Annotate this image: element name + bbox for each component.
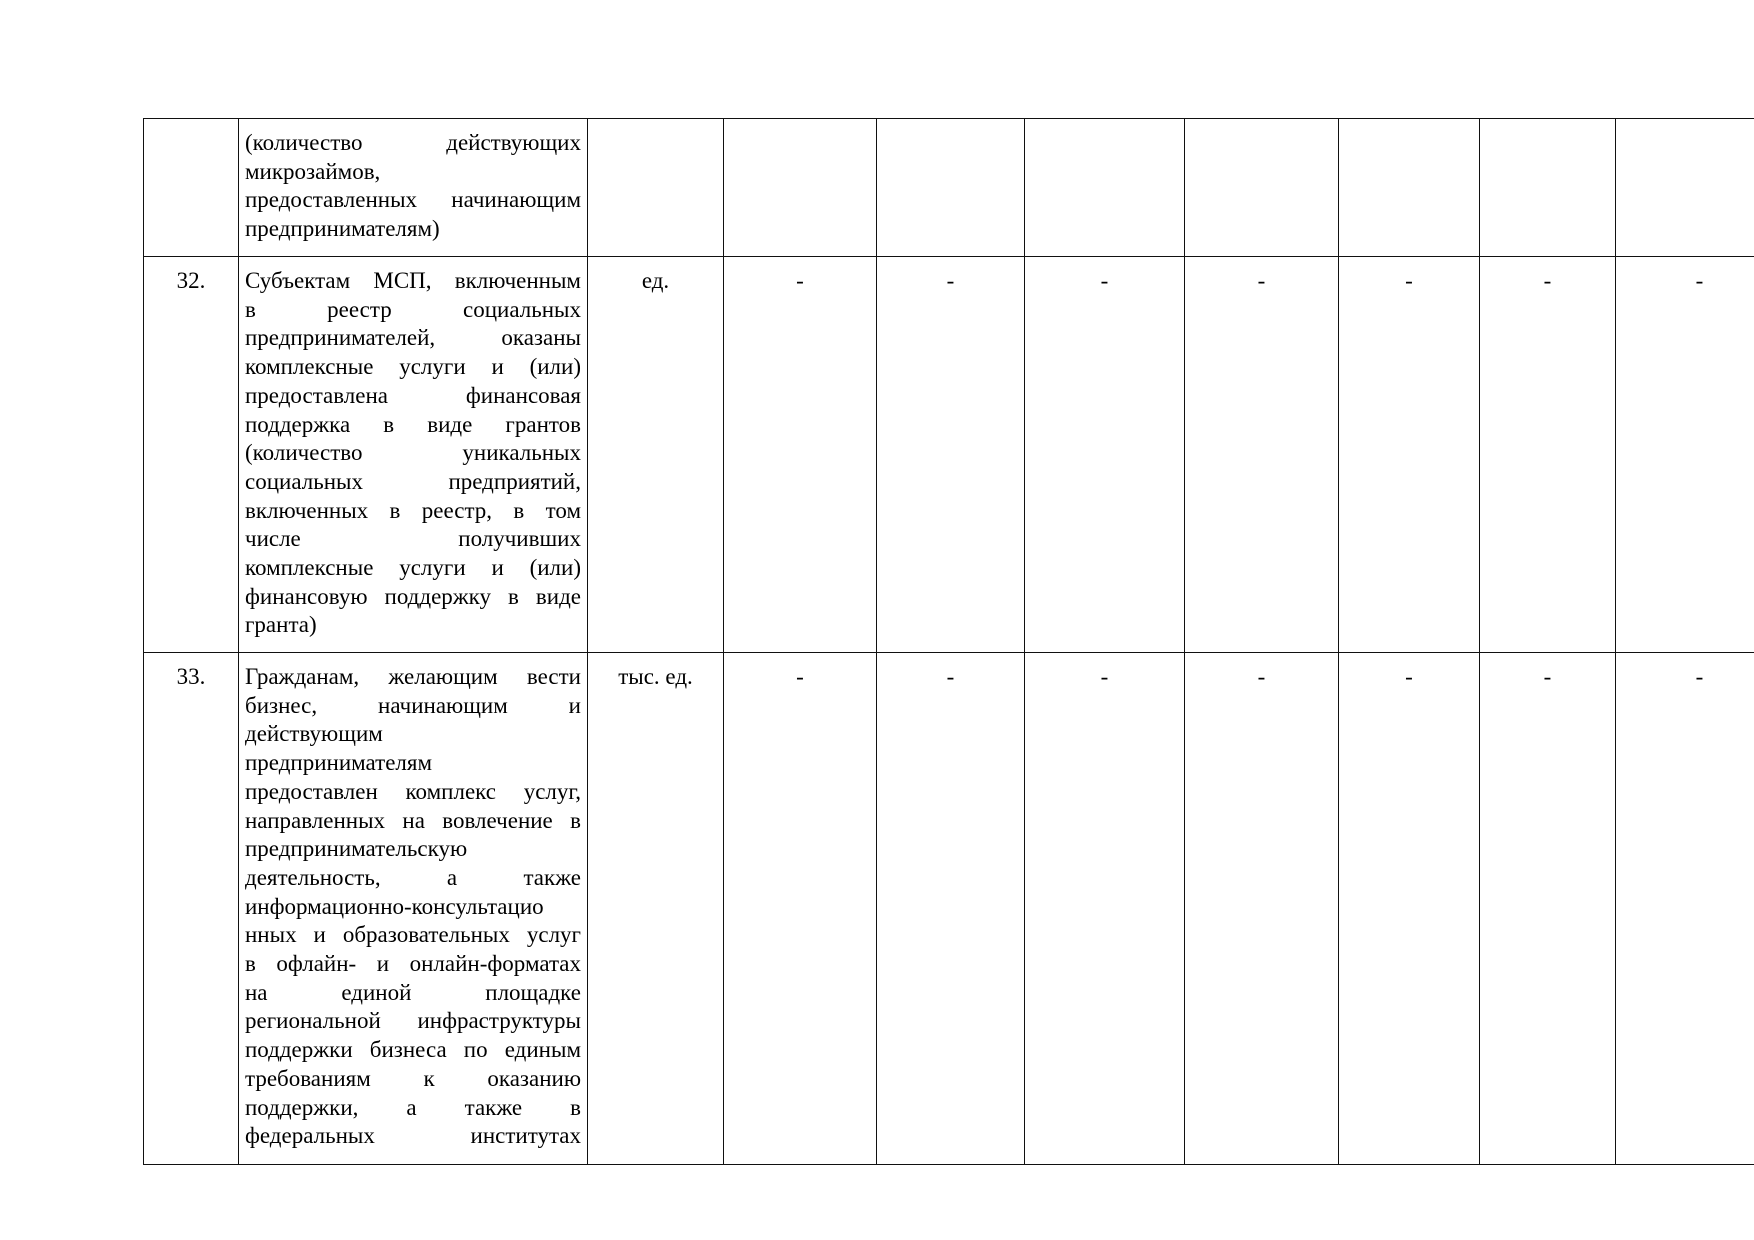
indicator-name-line: предпринимателям: [245, 750, 433, 776]
indicator-name-line: действующим: [245, 721, 383, 747]
indicator-name-line: числе получивших: [245, 526, 581, 552]
indicator-name-line: поддержки бизнеса по единым: [245, 1037, 581, 1063]
indicator-name-line: (количество уникальных: [245, 440, 581, 466]
value-cell: -: [1025, 653, 1185, 1165]
indicator-name-line: поддержка в виде грантов: [245, 411, 581, 437]
indicator-name-line: нных и образовательных услуг: [245, 922, 581, 948]
indicator-name-line: поддержки, а также в: [245, 1094, 581, 1120]
indicator-name-line: предоставлена финансовая: [245, 382, 581, 408]
indicator-name-line: в реестр социальных: [245, 296, 581, 322]
indicator-name-line: информационно-консультацио: [245, 893, 544, 919]
value-cell: -: [1480, 257, 1616, 653]
value-cell: -: [1339, 257, 1480, 653]
indicators-table: [143, 118, 1754, 1165]
value-cell: [877, 119, 1025, 257]
indicator-name-line: региональной инфраструктуры: [245, 1008, 581, 1034]
indicator-name-line: на единой площадке: [245, 979, 581, 1005]
value-cell: [1616, 119, 1754, 257]
value-cell: -: [724, 653, 877, 1165]
table-row-33: [144, 653, 1754, 1165]
indicator-name-cell: [239, 257, 588, 653]
value-cell: [1185, 119, 1339, 257]
indicator-name-line: социальных предприятий,: [245, 468, 581, 494]
value-cell: [1480, 119, 1616, 257]
value-cell: -: [1480, 653, 1616, 1165]
value-cell: [1025, 119, 1185, 257]
value-cell: [1339, 119, 1480, 257]
indicator-name-line: Субъектам МСП, включенным: [245, 268, 581, 293]
value-cell: -: [1616, 653, 1754, 1165]
unit-cell: тыс. ед.: [588, 653, 724, 1165]
value-cell: -: [877, 257, 1025, 653]
row-number-cell: 32.: [144, 257, 239, 653]
row-number-cell: [144, 119, 239, 257]
indicator-name-line: предпринимателей, оказаны: [245, 325, 581, 351]
indicator-name-line: Гражданам, желающим вести: [245, 664, 581, 689]
indicator-name-line: требованиям к оказанию: [245, 1065, 581, 1091]
value-cell: -: [1185, 653, 1339, 1165]
value-cell: -: [877, 653, 1025, 1165]
indicator-name-line: деятельность, а также: [245, 864, 581, 890]
indicator-name-line: комплексные услуги и (или): [245, 555, 581, 581]
table-body: [144, 119, 1754, 1165]
unit-cell: ед.: [588, 257, 724, 653]
value-cell: -: [1339, 653, 1480, 1165]
indicator-name-line: комплексные услуги и (или): [245, 354, 581, 380]
value-cell: -: [1616, 257, 1754, 653]
value-cell: -: [724, 257, 877, 653]
indicator-name-line: предпринимательскую: [245, 836, 468, 862]
value-cell: -: [1025, 257, 1185, 653]
row-number-cell: 33.: [144, 653, 239, 1165]
indicator-name-line: федеральных институтах: [245, 1123, 581, 1149]
value-cell: [724, 119, 877, 257]
indicator-name-line: предоставленных начинающим: [245, 187, 581, 213]
indicator-name-cell: [239, 119, 588, 257]
indicator-name-line: гранта): [245, 612, 317, 638]
indicator-name-line: (количество действующих: [245, 130, 581, 155]
indicator-name-line: бизнес, начинающим и: [245, 692, 581, 718]
table-row-continuation: [144, 119, 1754, 257]
indicator-name-line: финансовую поддержку в виде: [245, 583, 581, 609]
indicator-name-line: микрозаймов,: [245, 158, 381, 184]
value-cell: -: [1185, 257, 1339, 653]
table-row-32: [144, 257, 1754, 653]
indicator-name-line: направленных на вовлечение в: [245, 807, 581, 833]
unit-cell: [588, 119, 724, 257]
indicator-name-line: предоставлен комплекс услуг,: [245, 778, 581, 804]
indicator-name-line: в офлайн- и онлайн-форматах: [245, 951, 581, 977]
indicator-name-line: предпринимателям): [245, 216, 440, 242]
indicator-name-cell: [239, 653, 588, 1165]
indicator-name-line: включенных в реестр, в том: [245, 497, 581, 523]
